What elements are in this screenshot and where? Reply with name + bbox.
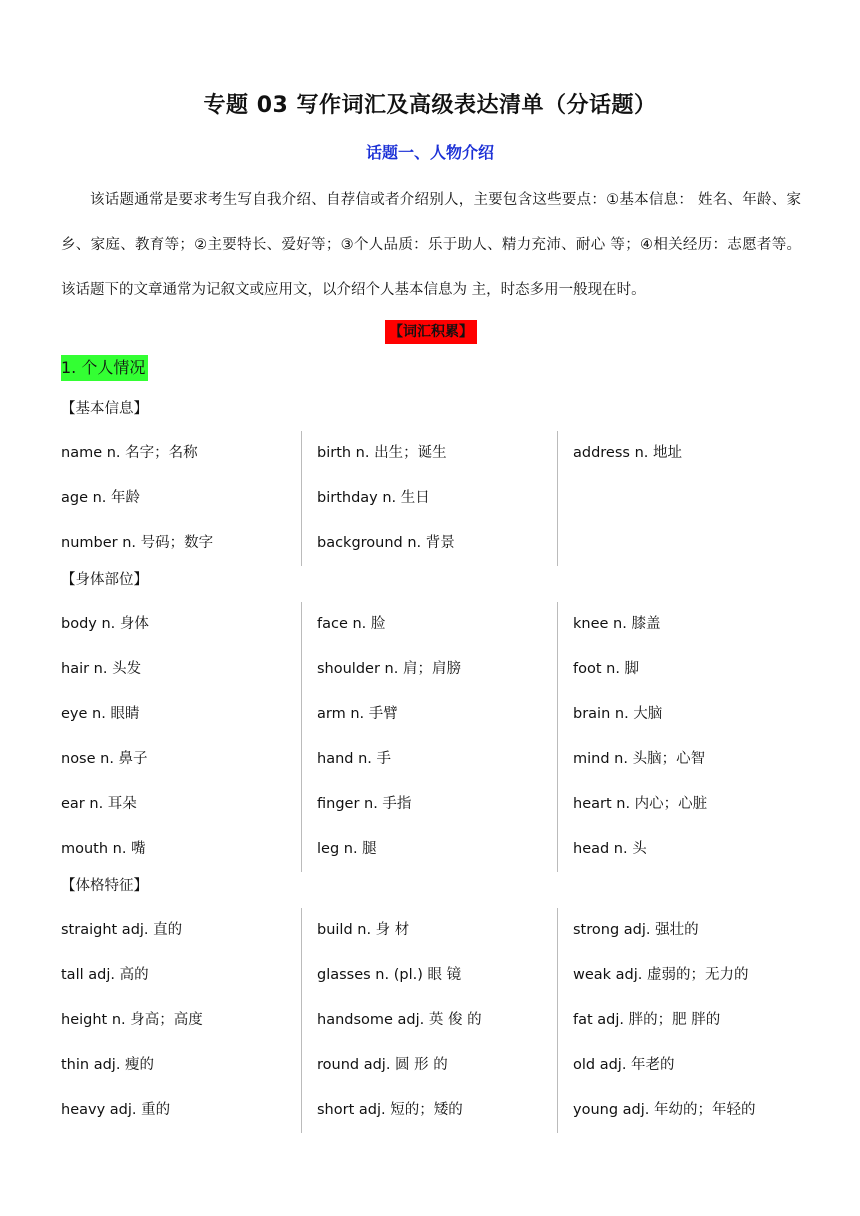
vocab-section-label: 【词汇积累】 <box>385 320 477 344</box>
vocab-item: shoulder n. 肩；肩膀 <box>317 661 461 677</box>
vocab-item: old adj. 年老的 <box>573 1057 675 1073</box>
vocab-item: finger n. 手指 <box>317 796 412 812</box>
vocab-column <box>61 908 301 1133</box>
vocab-column <box>61 431 301 566</box>
vocab-column <box>317 602 557 872</box>
vocab-item: strong adj. 强壮的 <box>573 922 699 938</box>
vocab-item: body n. 身体 <box>61 616 149 632</box>
group-label-basic-info: 【基本信息】 <box>61 401 148 417</box>
column-divider <box>557 431 558 566</box>
vocab-item: address n. 地址 <box>573 445 682 461</box>
vocab-item: fat adj. 胖的；肥 胖的 <box>573 1012 721 1028</box>
topic-subtitle: 话题一、人物介绍 <box>365 143 494 162</box>
vocab-grid-physique <box>61 908 821 1133</box>
vocab-item: nose n. 鼻子 <box>61 751 148 767</box>
vocab-item: foot n. 脚 <box>573 661 640 677</box>
page-title: 专题 03 写作词汇及高级表达清单（分话题） <box>203 93 657 118</box>
group-label-body-parts: 【身体部位】 <box>61 572 148 588</box>
section-heading: 1. 个人情况 <box>61 355 148 381</box>
group-label-physique: 【体格特征】 <box>61 878 148 894</box>
vocab-grid-basic-info <box>61 431 821 566</box>
vocab-item: mouth n. 嘴 <box>61 841 146 857</box>
vocab-item: face n. 脸 <box>317 616 386 632</box>
vocab-item: height n. 身高；高度 <box>61 1012 203 1028</box>
vocab-item: birthday n. 生日 <box>317 490 430 506</box>
vocab-column <box>317 908 557 1133</box>
vocab-item: name n. 名字；名称 <box>61 445 198 461</box>
vocab-item: head n. 头 <box>573 841 647 857</box>
vocab-column <box>573 431 821 566</box>
vocab-item: ear n. 耳朵 <box>61 796 137 812</box>
vocab-item: build n. 身 材 <box>317 922 410 938</box>
vocab-item: leg n. 腿 <box>317 841 377 857</box>
vocab-item: number n. 号码；数字 <box>61 535 214 551</box>
vocab-item: short adj. 短的；矮的 <box>317 1102 463 1118</box>
vocab-item: eye n. 眼睛 <box>61 706 140 722</box>
intro-paragraph: 该话题通常是要求考生写自我介绍、自荐信或者介绍别人，主要包含这些要点：①基本信息： 姓名、年龄、家乡、家庭、教育等；②主要特长、爱好等；③个人品质：乐于助人、精力充沛、耐心 等；④相关经历：志愿者等。 该话题下的文章通常为记叙文或应用文，以介绍个人基本信息为 主，时态多用一般现在时。 <box>61 192 801 298</box>
vocab-item: tall adj. 高的 <box>61 967 149 983</box>
vocab-column <box>61 602 301 872</box>
vocab-item: young adj. 年幼的；年轻的 <box>573 1102 756 1118</box>
vocab-item: heavy adj. 重的 <box>61 1102 171 1118</box>
vocab-item: knee n. 膝盖 <box>573 616 661 632</box>
vocab-column <box>573 602 821 872</box>
vocab-item: birth n. 出生；诞生 <box>317 445 447 461</box>
vocab-item: round adj. 圆 形 的 <box>317 1057 448 1073</box>
vocab-item: handsome adj. 英 俊 的 <box>317 1012 482 1028</box>
vocab-item: brain n. 大脑 <box>573 706 663 722</box>
vocab-item: glasses n. (pl.) 眼 镜 <box>317 967 462 983</box>
vocab-grid-body-parts <box>61 602 821 872</box>
vocab-item: straight adj. 直的 <box>61 922 183 938</box>
column-divider <box>301 602 302 872</box>
vocab-item: hair n. 头发 <box>61 661 142 677</box>
column-divider <box>557 908 558 1133</box>
vocab-item: arm n. 手臂 <box>317 706 398 722</box>
vocab-column <box>573 908 821 1133</box>
vocab-item: mind n. 头脑；心智 <box>573 751 706 767</box>
vocab-column <box>317 431 557 566</box>
vocab-item: thin adj. 瘦的 <box>61 1057 155 1073</box>
column-divider <box>301 908 302 1133</box>
vocab-item: hand n. 手 <box>317 751 391 767</box>
vocab-item: heart n. 内心；心脏 <box>573 796 708 812</box>
vocab-item: background n. 背景 <box>317 535 455 551</box>
column-divider <box>557 602 558 872</box>
column-divider <box>301 431 302 566</box>
vocab-item: age n. 年龄 <box>61 490 141 506</box>
vocab-item: weak adj. 虚弱的；无力的 <box>573 967 749 983</box>
